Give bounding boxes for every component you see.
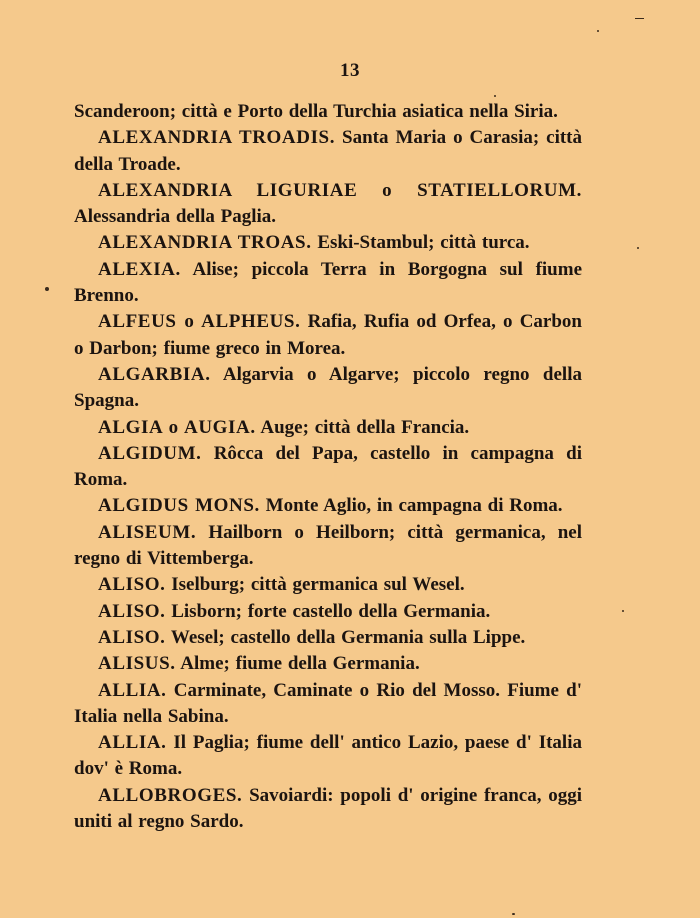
dictionary-entry xyxy=(74,230,582,256)
page-number: 13 xyxy=(340,60,360,81)
dictionary-entry xyxy=(74,441,582,494)
dictionary-entry xyxy=(74,125,582,178)
dictionary-entry xyxy=(74,257,582,310)
paper-speck xyxy=(637,247,639,249)
entry-headword: ALEXANDRIA LIGURIAE o STATIELLORUM. xyxy=(98,179,582,201)
entry-text: Iselburg; città germanica sul Wesel. xyxy=(165,574,465,596)
paper-speck xyxy=(635,18,644,19)
entry-text: Rôcca del Papa, castello in campagna di Roma. xyxy=(74,442,582,491)
entry-text: Il Paglia; fiume dell' antico Lazio, paese d' Italia dov' è Roma. xyxy=(74,732,582,780)
entry-text: Wesel; castello della Germania sulla Lippe. xyxy=(165,626,526,648)
entry-text: Scanderoon; città e Porto della Turchia asiatica nella Siria. xyxy=(74,101,558,122)
dictionary-entry xyxy=(74,415,582,441)
entry-headword: ALEXANDRIA TROAS. xyxy=(98,232,312,254)
dictionary-entry xyxy=(74,178,582,231)
dictionary-entry xyxy=(74,651,582,677)
dictionary-entry xyxy=(74,572,582,598)
entry-headword: ALGIA o AUGIA. xyxy=(98,416,256,438)
entry-text: Alme; fiume della Germania. xyxy=(175,653,420,675)
entry-headword: ALEXANDRIA TROADIS. xyxy=(98,127,336,149)
entry-headword: ALISO. xyxy=(98,600,166,622)
entry-text: Auge; città della Francia. xyxy=(255,416,470,438)
entry-text: Alessandria della Paglia. xyxy=(74,206,277,228)
entry-text: Hailborn o Heilborn; città germanica, nel regno di Vittemberga. xyxy=(74,521,582,570)
dictionary-entry xyxy=(74,309,582,362)
dictionary-entry xyxy=(74,520,582,573)
entry-text: Alise; piccola Terra in Borgogna sul fiume Brenno. xyxy=(74,258,582,307)
dictionary-entry xyxy=(74,493,582,519)
entry-headword: ALGIDUS MONS. xyxy=(98,495,260,517)
entry-headword: ALISUS. xyxy=(98,653,176,675)
paper-speck xyxy=(45,287,49,291)
dictionary-text xyxy=(74,99,582,835)
paper-speck xyxy=(597,30,599,32)
dictionary-entry xyxy=(74,625,582,651)
entry-text: Carminate, Caminate o Rio del Mosso. Fiume d' Italia nella Sabina. xyxy=(74,679,582,727)
entry-headword: ALLOBROGES. xyxy=(98,784,243,806)
dictionary-entry xyxy=(74,599,582,625)
entry-text: Algarvia o Algarve; piccolo regno della Spagna. xyxy=(74,363,582,412)
entry-headword: ALISO. xyxy=(98,626,166,648)
entry-text: Santa Maria o Carasia; città della Troade. xyxy=(74,127,582,175)
entry-headword: ALGIDUM. xyxy=(98,442,202,464)
dictionary-entry xyxy=(74,678,582,731)
dictionary-entry xyxy=(74,783,582,836)
paper-speck xyxy=(494,95,496,97)
paper-speck xyxy=(622,610,624,612)
entry-headword: ALISEUM. xyxy=(98,521,197,543)
entry-text: Rafia, Rufia od Orfea, o Carbon o Darbon; fiume greco in Morea. xyxy=(74,311,582,359)
entry-headword: ALISO. xyxy=(98,574,166,596)
entry-text: Eski-Stambul; città turca. xyxy=(311,232,530,254)
dictionary-entry xyxy=(74,99,582,125)
entry-headword: ALEXIA. xyxy=(98,258,181,280)
entry-text: Monte Aglio, in campagna di Roma. xyxy=(259,495,563,517)
entry-headword: ALLIA. xyxy=(98,679,167,701)
entry-headword: ALFEUS o ALPHEUS. xyxy=(98,311,301,333)
dictionary-entry xyxy=(74,362,582,415)
entry-text: Savoiardi: popoli d' origine franca, oggi uniti al regno Sardo. xyxy=(74,784,582,833)
entry-headword: ALLIA. xyxy=(98,732,167,754)
entry-text: Lisborn; forte castello della Germania. xyxy=(165,600,491,622)
entry-headword: ALGARBIA. xyxy=(98,363,211,385)
dictionary-entry xyxy=(74,730,582,783)
paper-speck xyxy=(512,913,515,915)
